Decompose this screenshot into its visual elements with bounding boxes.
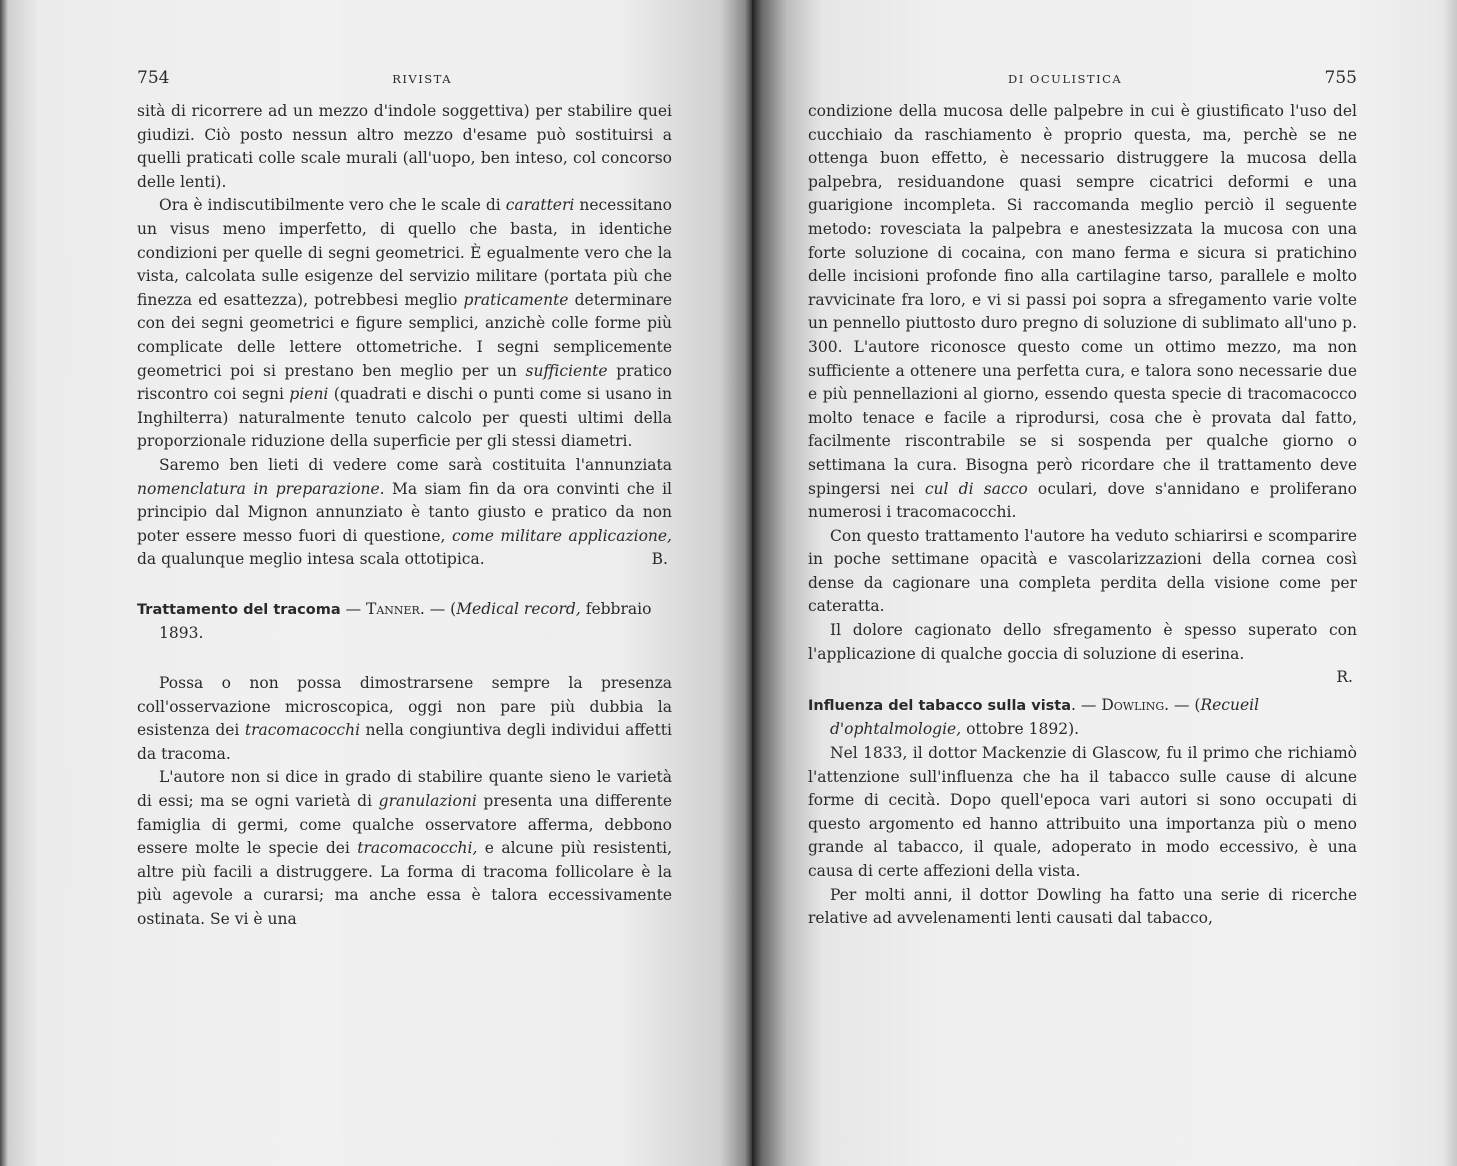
paragraph: Per molti anni, il dottor Dowling ha fatto una serie di ricerche relative ad avvelenamenti lenti causati dal tabacco, <box>808 885 1357 928</box>
paragraph: Il dolore cagionato dello sfregamento è spesso superato con l'applicazione di qualche goccia di soluzione di eserina. <box>808 621 1357 663</box>
running-head-title-right: DI OCULISTICA <box>1008 72 1123 86</box>
running-head-title-left: RIVISTA <box>392 72 452 86</box>
paragraph: Ora è indiscutibilmente vero che le scale di caratteri necessitano un visus meno imperfetto, di quello che basta, in identiche condizioni per quelle di segni geometrici. È egualmente vero che la vista, calcolata sulle esigenze del servizio militare (portata più che finezza ed esattezza), potrebbesi meglio praticamente determinare con dei segni geometrici e figure semplici, anzichè colle forme più complicate delle lettere ottometriche. I segni semplicemente geometrici poi si prestano ben meglio per un sufficiente pratico riscontro coi segni pieni (quadrati e dischi o punti come si usano in Inghilterra) naturalmente tenuto calcolo per questi ultimi della proporzionale riduzione della superficie per gli stessi diametri. <box>137 196 673 451</box>
paragraph: Con questo trattamento l'autore ha veduto schiarirsi e scomparire in poche settimane opacità e vascolarizzazioni della cornea così dense da cagionare una completa perdita della visione come per cateratta. <box>808 526 1357 616</box>
page-number-left: 754 <box>137 68 170 88</box>
paragraph: condizione della mucosa delle palpebre in cui è giustificato l'uso del cucchiaio da raschiamento è proprio questa, ma, perchè se ne ottenga buon effetto, è necessario distruggere la mucosa della palpebra, residuandone quasi sempre cicatrici deformi e una guarigione incompleta. Si raccomanda meglio perciò il seguente metodo: rovesciata la palpebra e anestesizzata la mucosa con una forte soluzione di cocaina, con mano ferma e sicura si pratichino delle incisioni profonde fino alla cartilagine tarso, parallele e molto ravvicinate fra loro, e vi si passi poi sopra a sfregamento varie volte un pennello piuttosto duro pregno di soluzione di sublimato all'uno p. 300. L'autore riconosce questo come un ottimo mezzo, ma non sufficiente a ottenere una perfetta cura, e talora sono necessarie due e più pennellazioni al giorno, essendo questa specie di tracomacocco molto tenace e facile a riprodursi, cosa che è provata dal fatto, facilmente riscontrabile se si sospenda per qualche giorno o settimana la cura. Bisogna però ricordare che il trattamento deve spingersi nei cul di sacco oculari, dove s'annidano e proliferano numerosi i tracomacocchi. <box>808 102 1357 522</box>
right-page <box>752 0 1457 1166</box>
paragraph: L'autore non si dice in grado di stabilire quante sieno le varietà di essi; ma se ogni varietà di granulazioni presenta una differente famiglia di germi, come qualche osservatore afferma, debbono essere molte le specie dei tracomacocchi, e alcune più resistenti, altre più facili a distruggere. La forma di tracoma follicolare è la più agevole a curarsi; ma anche essa è talora eccessivamente ostinata. Se vi è una <box>137 768 672 928</box>
author-initial: R. <box>1336 668 1353 687</box>
paragraph: Possa o non possa dimostrarsene sempre la presenza coll'osservazione microscopica, oggi non pare più dubbia la esistenza dei tracomacocchi nella congiuntiva degli individui affetti da tracoma. <box>137 674 672 763</box>
paragraph: Nel 1833, il dottor Mackenzie di Glascow, fu il primo che richiamò l'attenzione sull'influenza che ha il tabacco sulle cause di alcune forme di cecità. Dopo quell'epoca vari autori si sono occupati di questo argomento ed hanno attribuito una importanza più o meno grande al tabacco, il quale, adoperato in modo eccessivo, è una causa di certe affezioni della vista. <box>808 744 1357 880</box>
page-number-right: 755 <box>1324 68 1357 88</box>
left-running-head <box>137 68 672 90</box>
right-running-head <box>808 68 1357 90</box>
author-initial: B. <box>651 550 668 569</box>
paragraph: Saremo ben lieti di vedere come sarà costituita l'annunziata nomenclatura in preparazione. Ma siam fin da ora convinti che il principio dal Mignon annunziato è tanto giusto e pratico da non poter essere messo fuori di questione, come militare applicazione, da qualunque meglio intesa scala ottotipica. <box>137 455 672 569</box>
paragraph: sità di ricorrere ad un mezzo d'indole soggettiva) per stabilire quei giudizi. Ciò posto nessun altro mezzo d'esame può sostituirsi a quelli praticati colle scale murali (all'uopo, ben inteso, col concorso delle lenti). <box>137 102 672 191</box>
article-heading: Trattamento del tracoma — Tanner. — (Medical record, febbraio 1893. <box>137 599 652 643</box>
article-heading: Influenza del tabacco sulla vista. — Dowling. — (Recueil d'ophtalmologie, ottobre 1892). <box>808 695 1260 739</box>
